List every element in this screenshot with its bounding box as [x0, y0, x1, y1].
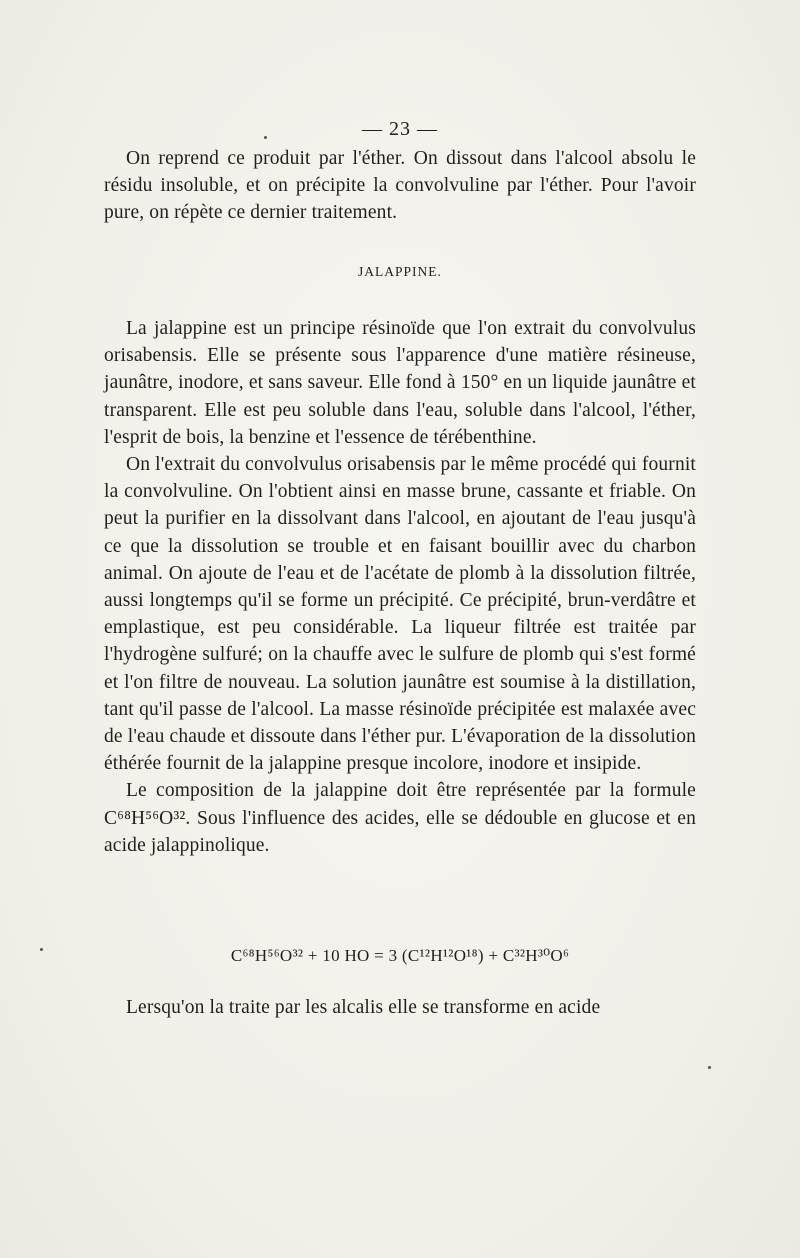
chemical-equation: C⁶⁸H⁵⁶O³² + 10 HO = 3 (C¹²H¹²O¹⁸) + C³²H³⁰O⁶ [230, 946, 570, 965]
intro-paragraph: On reprend ce produit par l'éther. On dissout dans l'alcool absolu le résidu insoluble, et on précipite la convolvuline par l'éther. Pour l'avoir pure, on répète ce dernier traitement. [104, 148, 696, 224]
section-heading: JALAPPINE. [358, 264, 442, 279]
paragraph-3: Le composition de la jalappine doit être représentée par la formule C⁶⁸H⁵⁶O³². Sous l'influence des acides, elle se dédouble en glucose et en acide jalappinolique. [104, 780, 696, 856]
section-body [104, 315, 696, 859]
final-line-block [104, 994, 696, 1021]
paper-speck [264, 136, 267, 139]
page-number: — 23 — [362, 118, 438, 140]
final-line: Lersqu'on la traite par les alcalis elle se transforme en acide [126, 997, 601, 1018]
intro-paragraph-block [104, 145, 696, 227]
paragraph-1: La jalappine est un principe résinoïde que l'on extrait du convolvulus orisabensis. Elle se présente sous l'apparence d'une matière résineuse, jaunâtre, inodore, et sans saveur. Elle fond à 150° en un liquide jaunâtre et transparent. Elle est peu soluble dans l'eau, soluble dans l'alcool, l'éther, l'esprit de bois, la benzine et l'essence de térébenthine. [104, 318, 696, 448]
paper-speck [40, 948, 43, 951]
paragraph-2: On l'extrait du convolvulus orisabensis par le même procédé qui fournit la convolvuline. On l'obtient ainsi en masse brune, cassante et friable. On peut la purifier en la dissolvant dans l'alcool, en ajoutant de l'eau jusqu'à ce que la dissolution se trouble et en faisant bouillir avec du charbon animal. On ajoute de l'eau et de l'acétate de plomb à la dissolution filtrée, aussi longtemps qu'il se forme un précipité. Ce précipité, brun-verdâtre et emplastique, est peu considérable. La liqueur filtrée est traitée par l'hydrogène sulfuré; on la chauffe avec le sulfure de plomb qui s'est formé et l'on filtre de nouveau. La solution jaunâtre est soumise à la distillation, tant qu'il passe de l'alcool. La masse résinoïde précipitée est malaxée avec de l'eau chaude et dissoute dans l'éther pur. L'évaporation de la dissolution éthérée fournit de la jalappine presque incolore, inodore et insipide. [104, 454, 696, 775]
paper-speck [708, 1066, 711, 1069]
